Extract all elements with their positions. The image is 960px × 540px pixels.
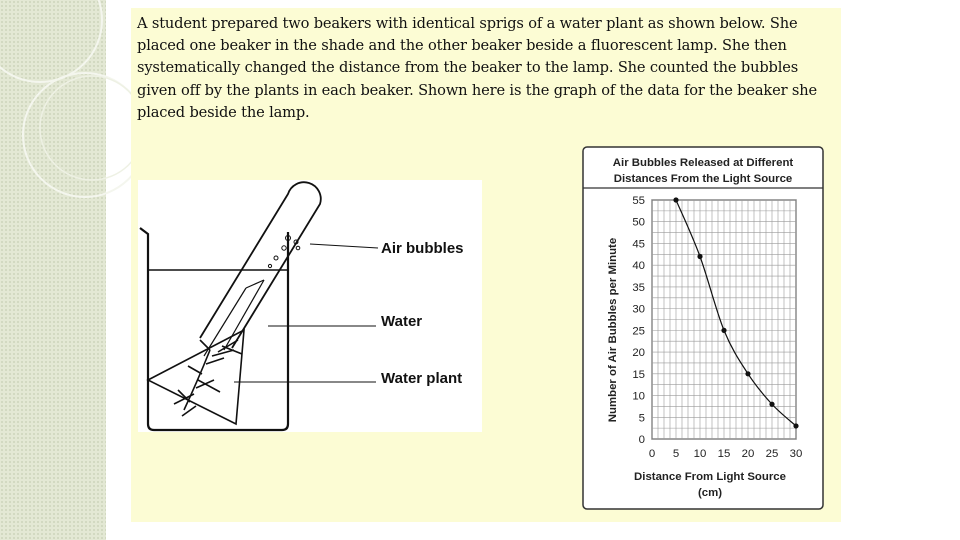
data-point xyxy=(793,423,798,428)
y-tick-label: 55 xyxy=(632,195,645,207)
chart-ylabel: Number of Air Bubbles per Minute xyxy=(607,237,619,423)
chart-xlabel-line2: (cm) xyxy=(697,487,723,499)
y-tick-label: 45 xyxy=(632,238,645,251)
y-tick-label: 30 xyxy=(632,303,645,316)
data-point xyxy=(697,254,702,259)
data-point xyxy=(745,371,750,376)
y-tick-label: 15 xyxy=(632,368,645,381)
y-tick-label: 0 xyxy=(638,434,645,446)
x-tick-label: 25 xyxy=(765,448,779,460)
chart-grid xyxy=(652,200,796,439)
data-point xyxy=(673,197,678,202)
chart-title-line1: Air Bubbles Released at Different xyxy=(612,157,794,169)
y-tick-label: 20 xyxy=(632,347,645,360)
x-tick-label: 20 xyxy=(741,448,755,460)
x-tick-label: 30 xyxy=(789,448,803,460)
x-tick-label: 5 xyxy=(672,448,680,460)
water-label: Water xyxy=(381,313,423,330)
water-plant-label: Water plant xyxy=(381,370,463,387)
bubble-chart xyxy=(580,146,826,512)
y-tick-label: 25 xyxy=(632,325,645,338)
data-point xyxy=(721,328,726,333)
y-tick-label: 40 xyxy=(632,260,645,273)
y-tick-label: 50 xyxy=(632,216,645,229)
y-tick-label: 5 xyxy=(638,412,645,425)
x-tick-label: 15 xyxy=(717,448,731,460)
data-point xyxy=(769,402,774,407)
beaker-diagram xyxy=(138,180,482,432)
question-text: A student prepared two beakers with identical sprigs of a water plant as shown below. She placed one beaker in the shade and the other beaker beside a fluorescent lamp. She then systematically changed the distance from the beaker to the lamp. She counted the bubbles given off by the plants in each beaker. Shown here is the graph of the data for the beaker she placed beside the lamp. xyxy=(137,15,817,121)
air-bubbles-label: Air bubbles xyxy=(381,240,464,257)
y-tick-label: 10 xyxy=(632,390,645,403)
y-tick-label: 35 xyxy=(632,281,645,294)
x-tick-label: 0 xyxy=(648,448,656,460)
chart-xlabel-line1: Distance From Light Source xyxy=(634,471,786,483)
chart-title-line2: Distances From the Light Source xyxy=(613,173,793,185)
x-tick-label: 10 xyxy=(693,448,707,460)
